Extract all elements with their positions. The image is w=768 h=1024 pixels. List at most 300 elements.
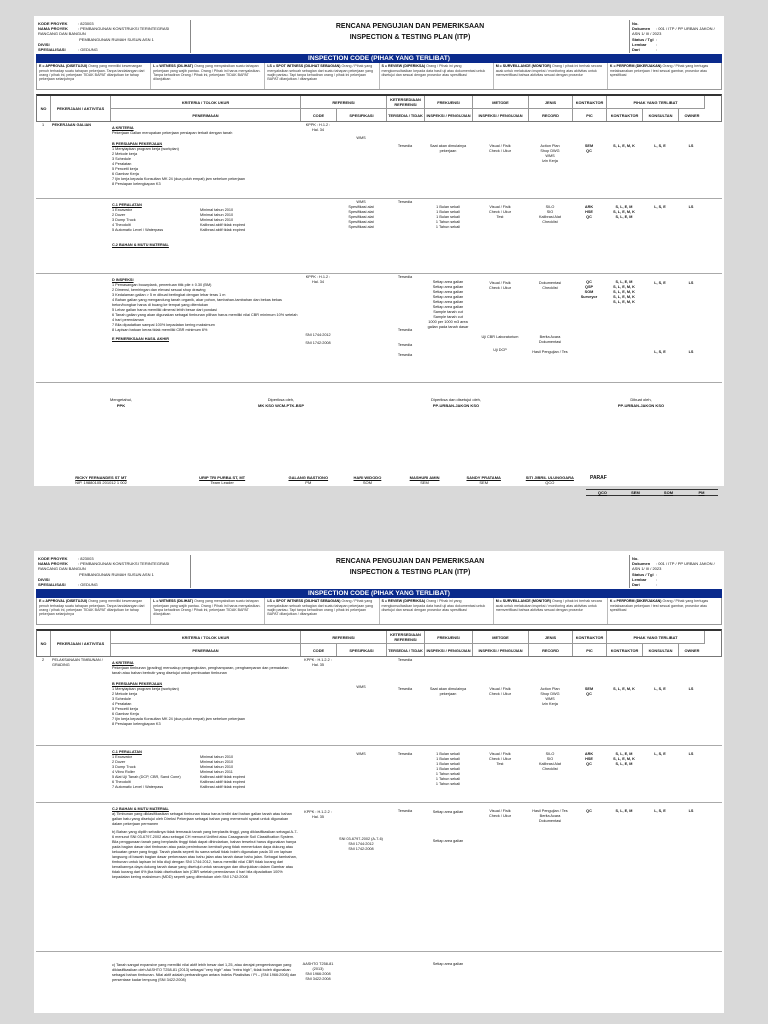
value-nama-2: PEMBANGUNAN RUMAH SUSUN ASN 1 xyxy=(78,571,154,577)
ref-code-text: KPPK : H.1.2 : Hal. 34 xyxy=(305,275,331,285)
method-1: Visual / Fisik xyxy=(489,281,511,286)
list-item: 1 Bulan sekali xyxy=(436,752,460,757)
party-kontraktor xyxy=(606,199,642,273)
list-item: WMS xyxy=(545,154,555,159)
ref-code xyxy=(300,803,336,951)
th-no: NO xyxy=(37,631,51,656)
th-method: METODE xyxy=(473,96,529,108)
label-nama: NAMA PROYEK xyxy=(38,561,68,567)
record xyxy=(528,657,572,745)
th-availability: KETERSEDIAAN REFERENSI xyxy=(387,96,425,108)
list-item: 1 Menyiapkan program kerja (workplan) xyxy=(112,687,179,692)
record-3: Berita Acara xyxy=(539,335,561,340)
equipment-requirement: Minimal tahun 2011 xyxy=(200,770,233,775)
row-number: 1 xyxy=(41,123,45,128)
availability-1: Tersedia xyxy=(397,658,413,663)
list-item: 4 Peralatan xyxy=(112,162,132,167)
th-record-sub: RECORD xyxy=(529,108,573,121)
list-item: SIO xyxy=(546,757,554,762)
equipment-requirement: Kalibrasi aktif tidak expired xyxy=(200,223,246,228)
signatory-name: GALANG BASTIONO xyxy=(288,475,329,481)
method: Visual / Fisik Check / Ukur xyxy=(489,809,511,819)
list-item: S, L, E, M, K xyxy=(613,290,635,295)
equipment-requirement: Kalibrasi aktif tidak expired xyxy=(200,780,246,785)
legend-perform: K = PERFORM (DIKERJAKAN) Orang / Pihak yang bertugas melaksanakan pekerjaan / test sesuai gambar, prosedur atau spesifikasi xyxy=(609,599,709,612)
frequency xyxy=(424,803,472,951)
signatory-name: HARI WIDODO xyxy=(353,475,382,481)
frequency-1: Setiap area galian xyxy=(432,810,464,815)
section-a-text: Pekerjaan Galian merupakan pekerjaan persiapan terkait dengan tanah xyxy=(112,131,233,136)
list-item: 6 Gambar Kerja xyxy=(112,172,139,177)
th-kontraktor: KONTRAKTOR xyxy=(607,643,643,656)
signatory-role: Team Leader xyxy=(210,480,234,486)
value-status: : xyxy=(656,36,658,42)
paraf-block xyxy=(586,475,718,496)
document-title xyxy=(191,555,629,588)
frequency-2: Setiap area galian xyxy=(432,839,464,844)
list-item: 1000 per 1000 m3 area galian pada tanah dasar xyxy=(427,320,469,330)
equipment-name: 5 Alat Uji Tanah (DCP, CBR, Sand Cone) xyxy=(112,775,181,780)
ref-code-text: KPPK : H.1.2.2 : Hal. 35 xyxy=(304,810,332,820)
list-item: Checklist xyxy=(542,220,558,225)
list-item: WMS xyxy=(356,200,366,205)
list-item: 6 Gambar Kerja xyxy=(112,712,139,717)
th-spec: SPESIFIKASI xyxy=(337,108,387,121)
th-code: CODE xyxy=(301,108,337,121)
equipment-requirement: Kalibrasi aktif tidak expired xyxy=(200,228,246,233)
list-item: 3 Schedule xyxy=(112,697,131,702)
availability-3: Tersedia xyxy=(397,343,413,348)
list-item: 1 Bulan sekali xyxy=(436,205,460,210)
equipment-name: 4 Vibro Roller xyxy=(112,770,135,775)
table-header xyxy=(36,94,722,122)
frequency xyxy=(424,274,472,382)
list-item: Setiap area galian xyxy=(432,285,464,290)
konsultan-2: L, S, E xyxy=(654,350,666,355)
equipment-name: 2 Dozer xyxy=(112,213,126,218)
th-activity: PEKERJAAN / AKTIVITAS xyxy=(51,96,111,121)
document-header xyxy=(36,555,722,588)
th-no: NO xyxy=(37,96,51,121)
value-dari: : xyxy=(656,582,658,588)
legend-witness: L = WITNESS (DILIHAT) Orang yang menyaksikan suatu tahapan pekerjaan yang wajib pantau. Orang / Pihak ini harus menyaksikan. Tanpa kehadiran Orang / Pihak ini, pekerjaan TIDAK BAPAT dilanjutkan xyxy=(151,63,265,89)
list-item: Spesifikasi alat xyxy=(348,205,374,210)
legend-surveillance: M = SURVEILLANCE (MONITOR) Orang / pihak ini berhak secara acak untuk melakukan inspeksi / monitoring atas aktivitas untuk memverifikasi bahwa aktivitas sesuai dengan prosedur xyxy=(494,63,608,89)
inspection-code-legend xyxy=(36,63,722,90)
record-5: Hasil Pengujian / Tes xyxy=(532,350,568,355)
party-konsultan: L, S, E xyxy=(654,752,666,757)
section-c2-a: a) Timbunan yang diklasifikasikan sebagai timbunan biasa harus terdiri dari bahan galian tanah atau bahan galian batu yang disetujui oleh Direksi Pekerjaan sebagai bahan yang memenuhi syarat untuk digunakan dalam pekerjaan permanen xyxy=(112,812,292,827)
th-record: JENIS xyxy=(529,96,573,108)
record xyxy=(528,274,572,382)
ref-spec: WMS xyxy=(356,685,366,690)
equipment-requirement: Kalibrasi aktif tidak expired xyxy=(200,785,246,790)
th-criteria-group: KRITERIA / TOLOK UKUR xyxy=(111,96,301,108)
list-item: QSP xyxy=(584,285,594,290)
list-item: Shop DWG xyxy=(540,692,560,697)
equipment-name: 5 Automatic Level / Waterpass xyxy=(112,228,164,233)
document-meta xyxy=(629,20,722,53)
record xyxy=(528,199,572,273)
availability xyxy=(386,657,424,745)
list-item: 7 Bila dipadatkan sampai 100% kepadatan kering maksimum xyxy=(112,323,215,328)
project-info xyxy=(36,555,191,588)
availability-2: Tersedia xyxy=(397,687,413,692)
list-item: ARK xyxy=(584,205,594,210)
list-item: SNI 3422:2008 xyxy=(305,977,331,982)
equipment-name: 1 Excavator xyxy=(112,755,133,760)
list-item: Berita Acara xyxy=(539,814,561,819)
table-row xyxy=(36,952,722,1002)
list-item: AASHTO T258-81 (2013) xyxy=(302,962,334,972)
method-4: Uji DCP xyxy=(493,348,507,353)
value-kode: : 823003 xyxy=(78,556,94,561)
list-item: 8 Persiapan kelengkapan K3 xyxy=(112,722,161,727)
list-item: S, L, E, M xyxy=(615,280,633,285)
list-item: SILO xyxy=(545,752,555,757)
equipment-name: 4 Theodolit xyxy=(112,223,131,228)
availability: Tersedia xyxy=(397,752,413,757)
th-criteria: PENERIMAAN xyxy=(111,108,301,121)
list-item: Sample tanah cut xyxy=(433,315,463,320)
label-dari: Dari xyxy=(632,582,640,588)
value-status: : xyxy=(656,571,658,577)
legend-witness: L = WITNESS (DILIHAT) Orang yang menyaksikan suatu tahapan pekerjaan yang wajib pantau. Orang / Pihak ini harus menyaksikan. Tanpa kehadiran Orang / Pihak ini, pekerjaan TIDAK BAPAT dilanjutkan xyxy=(151,598,265,624)
list-item: Setiap area galian xyxy=(432,295,464,300)
signatory-role: QCO xyxy=(545,480,555,486)
list-item: S, L, E, M xyxy=(615,752,633,757)
label-kode: KODE PROYEK xyxy=(38,21,68,26)
title-en: INSPECTION & TESTING PLAN (ITP) xyxy=(349,569,471,576)
section-c1-title: C.1 PERALATAN xyxy=(112,203,142,208)
equipment-name: 3 Dump Truck xyxy=(112,765,136,770)
th-frequency: FREKUENSI xyxy=(425,96,473,108)
list-item: 4 Peralatan xyxy=(112,702,132,707)
owner-2: LS xyxy=(688,350,694,355)
signatory-name: MASHURI AMIN xyxy=(409,475,440,481)
label-divisi: DIVISI SPESIALISASI xyxy=(38,41,66,53)
list-item: Dokumentasi xyxy=(538,819,562,824)
label-lembar: Lembar xyxy=(632,41,647,47)
value-divisi: : GEDUNG xyxy=(78,582,98,588)
sig-disetujui: Diperiksa dan disetujui oleh, xyxy=(430,397,482,403)
party-konsultan xyxy=(642,274,678,382)
th-owner: OWNER xyxy=(679,108,705,121)
label-no-dok: No. Dokumen xyxy=(632,21,651,32)
th-method-sub: INSPEKSI / PENGUJIAN xyxy=(473,643,529,656)
ref-spec-sni-2: SNI 1742:2008 xyxy=(305,341,331,346)
label-status: Status / Tgl xyxy=(632,36,654,42)
pic: SEM QC xyxy=(584,144,594,154)
ref-spec xyxy=(336,803,386,951)
list-item: 3 Kedalaman galian > 5 m dibuat bertingkat dengan lebar teras 1 m xyxy=(112,293,226,298)
legend-surveillance: M = SURVEILLANCE (MONITOR) Orang / pihak ini berhak secara acak untuk melakukan inspeksi / monitoring atas aktivitas untuk memverifikasi bahwa aktivitas sesuai dengan prosedur xyxy=(494,598,608,624)
list-item: SILO xyxy=(545,205,555,210)
value-no-dok: : 001 / ITP / PP URBAN JAKON / ASN 1/ III / 2023 xyxy=(632,26,715,37)
method: Visual / Fisik Check / Ukur xyxy=(489,687,511,697)
list-item: Spesifikasi alat xyxy=(348,210,374,215)
list-item: QC xyxy=(586,215,592,220)
equipment-requirement: Minimal tahun 2010 xyxy=(200,208,234,213)
value-divisi: : GEDUNG xyxy=(78,47,98,53)
list-item: 8 Lapisan batuan keras tidak memiliki CBR minimum 6% xyxy=(112,328,208,333)
frequency: Setiap area galian xyxy=(432,962,464,967)
pic xyxy=(572,274,606,382)
value-lembar: : xyxy=(656,41,658,47)
availability-4: Tersedia xyxy=(397,353,413,358)
section-e-title: E PEMERIKSAAN HASIL AKHIR xyxy=(112,337,169,342)
list-item: 1 Bulan sekali xyxy=(436,767,460,772)
method: Visual / Fisik Check / Ukur xyxy=(489,144,511,154)
list-item: 1 Tahun sekali xyxy=(435,772,461,777)
section-c2-title: C.2 BAHAN & MUTU MATERIAL xyxy=(112,807,169,812)
party-owner: LS xyxy=(688,205,694,210)
pic xyxy=(572,746,606,802)
list-item: S, L, E, M, K xyxy=(613,295,635,300)
signatory-role: SEM xyxy=(479,480,489,486)
criteria-cell xyxy=(110,199,300,273)
list-item: 2 Metode kerja xyxy=(112,152,138,157)
sig-dibuat: Dibuat oleh, xyxy=(630,397,652,403)
criteria-cell xyxy=(110,803,300,951)
th-frequency: FREKUENSI xyxy=(425,631,473,643)
list-item: HSE xyxy=(585,210,593,215)
party-kontraktor xyxy=(606,746,642,802)
signatory-role: NIP. 19880105 201012 1 002 xyxy=(75,480,127,486)
ref-code: KPPK : H.1.2 : Hal. 34 xyxy=(305,123,331,133)
equipment-requirement: Minimal tahun 2010 xyxy=(200,218,234,223)
table-row xyxy=(36,803,722,952)
th-parties: PIHAK YANG TERLIBAT xyxy=(607,96,705,108)
list-item: 1 Bulan sekali xyxy=(436,210,460,215)
list-item: 7 Ijin kerja kepada Konsultan MK 24 (dua puluh empat) jam sebelum pekerjaan xyxy=(112,177,245,182)
section-d-items xyxy=(112,283,298,333)
itp-rows-page-1 xyxy=(36,122,722,383)
legend-spot-witness: LS = SPOT WITNESS (DILIHAT SEBAGIAN) Orang / Pihak yang menyaksikan sebuah sebagian dari suatu tahapan pekerjaan yang wajib pantau. Tapi tanpa kehadiran orang / pihak ini pekerjaan BAPAT dilanjutkan / ditanyakan xyxy=(265,63,379,89)
project-info xyxy=(36,20,191,53)
signature-block xyxy=(36,397,722,496)
inspection-code-legend xyxy=(36,598,722,625)
th-frequency-sub: INSPEKSI / PENGUJIAN xyxy=(425,108,473,121)
list-item: 2 Dimensi, kemiringan dan elevasi sesuai shop drawing xyxy=(112,288,206,293)
list-item: S, L, E, M, K xyxy=(613,757,635,762)
equipment-name: 2 Dozer xyxy=(112,760,126,765)
owner-1: LS xyxy=(688,281,694,286)
ref-code xyxy=(300,952,336,1002)
equipment-requirement: Kalibrasi aktif tidak expired xyxy=(200,775,246,780)
list-item: Kalibrasi Alat xyxy=(539,215,561,220)
list-item: HSE xyxy=(585,757,593,762)
ref-spec: WMS xyxy=(356,752,366,757)
list-item: S, L, E, M xyxy=(615,762,633,767)
record-2: Checklist xyxy=(542,286,558,291)
value-nama: : PEMBANGUNAN KONSTRUKSI TERINTEGRASI RANCANG DAN BANGUN xyxy=(38,26,170,37)
list-item xyxy=(112,228,298,233)
list-item: 1 Tahun sekali xyxy=(435,220,461,225)
availability: Tersedia xyxy=(397,200,413,205)
th-contractor: KONTRAKTOR xyxy=(573,96,607,108)
label-kode: KODE PROYEK xyxy=(38,556,68,561)
itp-page-1 xyxy=(34,16,724,496)
list-item: SNI 1744:2012 xyxy=(348,842,374,847)
criteria-cell xyxy=(110,274,300,382)
list-item: Action Plan xyxy=(540,687,560,692)
section-d-title: D INSPEKSI xyxy=(112,278,134,283)
frequency: Saat akan dimulainya pekerjaan xyxy=(429,687,467,697)
record xyxy=(528,746,572,802)
signatory-role: SOM xyxy=(362,480,372,486)
th-availability: KETERSEDIAAN REFERENSI xyxy=(387,631,425,643)
party-konsultan: L, S, E xyxy=(654,687,666,692)
ref-spec-sni-1: SNI 1744:2012 xyxy=(305,333,331,338)
legend-review: S = REVIEW (DIPERIKSA) Orang / Pihak ini yang mengkonsultasikan kepada data hasil uji atau dokumentasi untuk disetujui dan sesuai dengan prosedur atau spesifikasi xyxy=(380,63,494,89)
list-item: Kalibrasi Alat xyxy=(539,762,561,767)
list-item: 5 Pencetil kerja xyxy=(112,707,138,712)
list-item: 1 Bulan sekali xyxy=(436,762,460,767)
method xyxy=(472,274,528,382)
list-item: Setiap area galian xyxy=(432,290,464,295)
list-item: Action Plan xyxy=(540,144,560,149)
record-4: Dokumentasi xyxy=(538,340,562,345)
ref-code xyxy=(300,657,336,745)
list-item: Spesifikasi alat xyxy=(348,225,374,230)
th-ref-group: REFERENSI xyxy=(301,96,387,108)
th-konsultan: KONSULTAN xyxy=(643,643,679,656)
inspection-code-bar: INSPECTION CODE (PIHAK YANG TERLIBAT) xyxy=(36,589,722,598)
section-c1-title: C.1 PERALATAN xyxy=(112,750,142,755)
activity-name: PEKERJAAN GALIAN xyxy=(52,123,92,128)
list-item: SNI 03-6797-2002 (A-7-6) xyxy=(339,837,383,842)
list-item: 1 Bulan sekali xyxy=(436,757,460,762)
list-item: Hasil Pengujian / Tes xyxy=(532,809,568,814)
signatory-name: SITI JIBRIL ULUNGGARA xyxy=(525,475,574,481)
legend-approval: E = APPROVAL (DISETUJUI) Orang yang memiliki kewenangan penuh terhadap suatu tahapan pekerjaan. Tanpa tandatangan dari orang / pihak ini, pekerjaan TIDAK BAPAT dilanjutkan ke tahap pekerjaan selanjutnya xyxy=(37,63,151,89)
party-kontraktor: S, L, E, M xyxy=(615,809,633,814)
pic: QC xyxy=(586,809,592,814)
criteria-cell xyxy=(110,746,300,802)
section-c2-c: c) Tanah sangat expansive yang memiliki nilai aktif lebih besar dari 1,25, atau derajat pengembangan yang diklasifikasikan oleh AASHTO T258-81 (2013) sebagai "very high" atau "extra high", tidak boleh digunakan sebagai bahan timbunan. Nilai aktif adalah perbandingan antara Indeks Plastisitas / PI – (SNI 1966:2008) dan persentase kadar lempung (SNI 3422:2008) xyxy=(112,963,297,983)
ref-code xyxy=(300,274,336,382)
label-nama: NAMA PROYEK xyxy=(38,26,68,32)
table-row xyxy=(36,122,722,199)
table-header xyxy=(36,629,722,657)
paraf-label: PARAF xyxy=(589,475,607,482)
party-owner xyxy=(678,274,704,382)
method-2: Check / Ukur xyxy=(489,286,511,291)
value-dari: : xyxy=(656,47,658,53)
list-item: WMS xyxy=(545,697,555,702)
criteria-cell xyxy=(110,657,300,745)
th-method-sub: INSPEKSI / PENGUJIAN xyxy=(473,108,529,121)
section-c2-title: C.2 BAHAN & MUTU MATERIAL xyxy=(112,243,169,248)
record xyxy=(528,803,572,951)
paraf-box: SEM xyxy=(631,490,640,496)
list-item: Surveyor xyxy=(580,295,598,300)
signatory-role: SEM xyxy=(420,480,429,486)
signatory-name: URIP TRI PURBA ST, MT xyxy=(199,475,246,481)
document-header xyxy=(36,20,722,53)
availability: Tersedia xyxy=(397,809,413,814)
section-a-title: A KRITERIA xyxy=(112,661,134,666)
party-owner: LS xyxy=(688,809,694,814)
method: Visual / Fisik Check / Ukur Test xyxy=(489,205,511,220)
signatory-list xyxy=(36,475,722,496)
list-item: S, L, E, M xyxy=(615,205,633,210)
section-c2-b: b) Bahan yang dipilih sebaiknya tidak termasuk tanah yang berplastis tinggi, yang diklasifikasikan sebagai A-7-6 menurut SNI 03-6797-2002 atau sebagai CH menurut Unified atau Casagrande Soil Classification System. Bila penggunaan tanah yang berplastis tinggi tidak dapat dihindarkan, bahan tersebut harus digunakan hanya pada bagian dasar dari timbunan atau pada penimbunan kembali yang tidak memerlukan daya dukung atau kekuatan geser yang tinggi. Tanah plastis seperti itu sama sekali tidak boleh digunakan pada 30 cm lapisan langsung di bawah bagian dasar perkerasan atau bahu jalan atau tanah dasar bahu jalan. Sebagai tambahan, timbunan untuk lapisan ini bila diuji dengan SNI 1744:2012, harus memiliki nilai CBR tidak kurang dari kenaikannya daya dukung tanah dasar yang disetujui untuk rancangan dan ditunjukkan dalam Gambar atau tidak kurang dari 6% jika tidak disebutkan lain (CBR setelah perendaman 4 hari bila dipadatkan 100% kepadatan kering maksimum (MDD) seperti yang ditentukan oleh SNI 1742:2008 xyxy=(112,830,298,880)
list-item: 5 Pencetil kerja xyxy=(112,167,138,172)
th-spec: SPESIFIKASI xyxy=(337,643,387,656)
table-row xyxy=(36,274,722,383)
list-item: 1 Tahun sekali xyxy=(435,225,461,230)
th-criteria: PENERIMAAN xyxy=(111,643,301,656)
sig-mk: MK KSO WCM-PTK-BSP xyxy=(258,403,304,409)
th-activity: PEKERJAAN / AKTIVITAS xyxy=(51,631,111,656)
value-lembar: : xyxy=(656,576,658,582)
ref-spec xyxy=(336,199,386,273)
list-item: 6 Tanah galian yang akan digunakan sebagai timbunan pilihan harus memiliki nilai CBR minimum 10% setelah 4 hari perendaman xyxy=(112,313,298,323)
list-item: Sample tanah cut xyxy=(433,310,463,315)
party-konsultan: L, S, E xyxy=(654,144,666,149)
section-a-text: Pekerjaan timbunan (grading) mencakup pengangkutan, penghamparan, penghamparan dan pemadatan tanah atau bahan berbutir yang disetujui untuk pembuatan timbunan xyxy=(112,666,289,676)
equipment-name: 7 Automatic Level / Waterpass xyxy=(112,785,164,790)
th-konsultan: KONSULTAN xyxy=(643,108,679,121)
value-nama: : PEMBANGUNAN KONSTRUKSI TERINTEGRASI RANCANG DAN BANGUN xyxy=(38,561,170,572)
label-dari: Dari xyxy=(632,47,640,53)
list-item: Izin Kerja xyxy=(542,702,558,707)
table-row xyxy=(36,657,722,746)
sig-ppk: PPK xyxy=(116,403,126,409)
th-owner: OWNER xyxy=(679,643,705,656)
th-contractor: KONTRAKTOR xyxy=(573,631,607,643)
value-kode: : 823003 xyxy=(78,21,94,26)
table-row xyxy=(36,746,722,803)
equipment-name: 3 Dump Truck xyxy=(112,218,136,223)
record-1: Dokumentasi xyxy=(538,281,562,286)
frequency xyxy=(424,746,472,802)
section-c1-items xyxy=(112,755,298,790)
title-id: RENCANA PENGUJIAN DAN PEMERIKSAAN xyxy=(335,558,485,565)
list-item: Setiap area galian xyxy=(432,280,464,285)
party-owner: LS xyxy=(688,752,694,757)
list-item: Checklist xyxy=(542,767,558,772)
sig-pp: PP-URBAN-JAKON KSO xyxy=(432,403,480,409)
list-item: Spesifikasi alat xyxy=(348,215,374,220)
pic xyxy=(572,199,606,273)
legend-perform: K = PERFORM (DIKERJAKAN) Orang / Pihak yang bertugas melaksanakan pekerjaan / test sesuai gambar, prosedur atau spesifikasi xyxy=(609,64,709,77)
equipment-requirement: Minimal tahun 2010 xyxy=(200,760,234,765)
th-availability-sub: TERSEDIA / TIDAK xyxy=(387,643,425,656)
itp-page-2 xyxy=(34,551,724,1013)
table-row xyxy=(36,199,722,274)
party-kontraktor: S, L, E, M, K xyxy=(613,687,635,692)
label-no-dok: No. Dokumen xyxy=(632,556,651,567)
th-availability-sub: TERSEDIA / TIDAK xyxy=(387,108,425,121)
signatory-name: RICKY FERNANDES ST MT xyxy=(75,475,127,481)
th-parties: PIHAK YANG TERLIBAT xyxy=(607,631,705,643)
equipment-name: 1 Excavator xyxy=(112,208,133,213)
availability xyxy=(386,274,424,382)
list-item: 1 Pemasangan bouwplank, penentuan titik pile ± 0.30 (BM) xyxy=(112,283,212,288)
section-b-title: B PERSIAPAN PEKERJAAN xyxy=(112,142,163,147)
list-item: QC xyxy=(586,280,592,285)
document-meta xyxy=(629,555,722,588)
list-item: SNI 1742:2008 xyxy=(348,847,374,852)
equipment-requirement: Minimal tahun 2010 xyxy=(200,755,234,760)
konsultan-1: L, S, E xyxy=(654,281,666,286)
section-b-items xyxy=(112,687,298,727)
frequency xyxy=(424,199,472,273)
list-item: 3 Schedule xyxy=(112,157,131,162)
